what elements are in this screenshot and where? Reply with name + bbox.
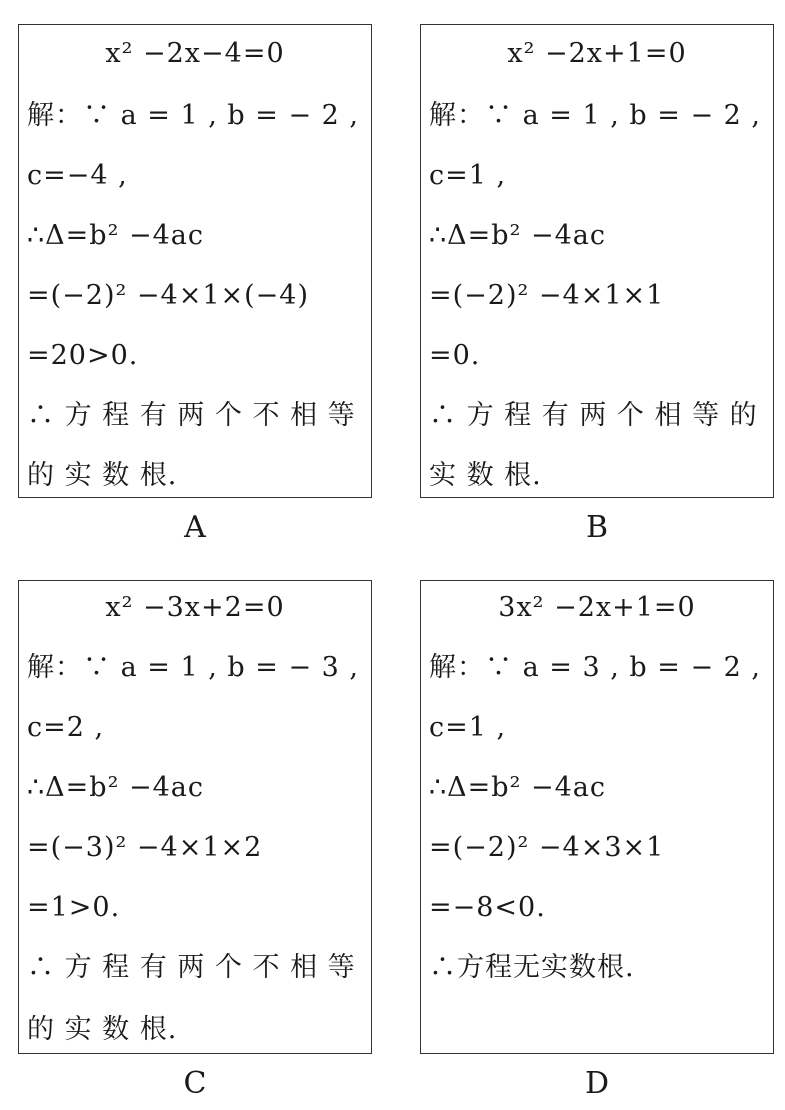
equation: x² −2x−4=0 xyxy=(105,38,285,69)
solution-line: =1>0. xyxy=(27,892,121,923)
solution-line: 实 数 根. xyxy=(429,460,542,491)
solution-line: 解：∵ a = 1 , b = − 3 , xyxy=(27,652,360,683)
option-label-b: B xyxy=(585,510,609,545)
solution-line: =(−2)² −4×3×1 xyxy=(429,832,665,863)
solution-line: ∴ 方 程 有 两 个 不 相 等 xyxy=(27,400,356,431)
solution-line: ∴Δ=b² −4ac xyxy=(27,772,205,803)
solution-line: ∴ 方 程 有 两 个 相 等 的 xyxy=(429,400,758,431)
solution-line: =0. xyxy=(429,340,481,371)
solution-line: =20>0. xyxy=(27,340,139,371)
solution-line: c=−4 , xyxy=(27,160,128,191)
option-card-c xyxy=(18,580,372,1054)
solution-line: c=2 , xyxy=(27,712,105,743)
solution-line: ∴Δ=b² −4ac xyxy=(429,220,607,251)
solution-line: ∴方程无实数根. xyxy=(429,952,635,983)
solution-line: ∴Δ=b² −4ac xyxy=(27,220,205,251)
option-card-b xyxy=(420,24,774,498)
option-card-a xyxy=(18,24,372,498)
equation: x² −3x+2=0 xyxy=(105,592,285,623)
solution-line: 解：∵ a = 1 , b = − 2 , xyxy=(27,100,360,131)
option-card-d xyxy=(420,580,774,1054)
solution-line: ∴Δ=b² −4ac xyxy=(429,772,607,803)
solution-line: =(−2)² −4×1×1 xyxy=(429,280,665,311)
solution-line: 解：∵ a = 1 , b = − 2 , xyxy=(429,100,762,131)
option-label-a: A xyxy=(184,510,206,545)
solution-line: ∴ 方 程 有 两 个 不 相 等 xyxy=(27,952,356,983)
solution-line: 的 实 数 根. xyxy=(27,460,178,491)
solution-line: =(−3)² −4×1×2 xyxy=(27,832,263,863)
solution-line: =−8<0. xyxy=(429,892,546,923)
equation: 3x² −2x+1=0 xyxy=(498,592,696,623)
equation: x² −2x+1=0 xyxy=(507,38,687,69)
option-label-d: D xyxy=(584,1066,610,1101)
solution-line: =(−2)² −4×1×(−4) xyxy=(27,280,309,311)
option-label-c: C xyxy=(183,1066,207,1101)
solution-line: c=1 , xyxy=(429,712,507,743)
solution-line: c=1 , xyxy=(429,160,507,191)
solution-line: 的 实 数 根. xyxy=(27,1014,178,1045)
solution-line: 解：∵ a = 3 , b = − 2 , xyxy=(429,652,762,683)
